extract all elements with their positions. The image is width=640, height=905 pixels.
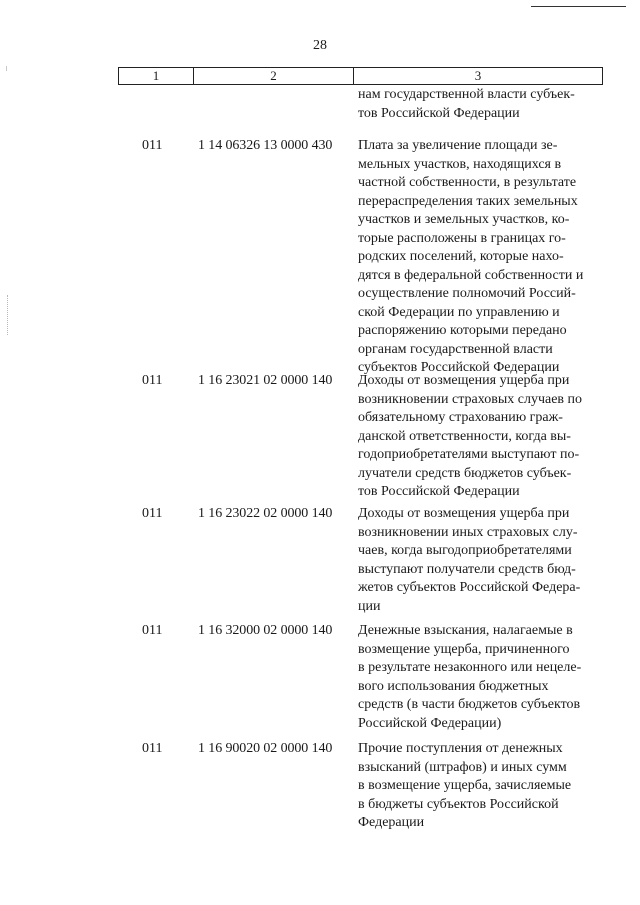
header-col-3: 3 [474, 68, 482, 83]
continuation-row [118, 86, 603, 123]
table-row [118, 505, 603, 616]
table-row [118, 137, 603, 378]
kbk-code: 1 16 90020 02 0000 140 [198, 741, 333, 756]
admin-code: 011 [142, 506, 163, 521]
header-col-1: 1 [119, 68, 194, 84]
header-col-2: 2 [194, 68, 354, 84]
top-rule [531, 6, 626, 7]
kbk-code: 1 14 06326 13 0000 430 [198, 138, 333, 153]
table-row [118, 372, 603, 502]
table-row [118, 740, 603, 833]
income-description: Плата за увеличение площади зе- мельных участков, находящихся в частной собственности, в результате перераспределения таких земельных участков и земельных участков, ко- торые расположены в границах го- родских поселений, которые нахо- дятся в федеральной собственности и осуществление полномочий Россий- ской Федерации по управлению и распоряжению которыми передано органам государственной власти субъектов Российской Федерации [358, 138, 584, 375]
kbk-code: 1 16 23022 02 0000 140 [198, 506, 333, 521]
kbk-code: 1 16 32000 02 0000 140 [198, 623, 333, 638]
kbk-code: 1 16 23021 02 0000 140 [198, 373, 333, 388]
admin-code: 011 [142, 623, 163, 638]
admin-code: 011 [142, 741, 163, 756]
admin-code: 011 [142, 138, 163, 153]
table-header [118, 67, 603, 85]
admin-code: 011 [142, 373, 163, 388]
table-row [118, 622, 603, 733]
continuation-text: нам государственной власти субъек- тов Российской Федерации [358, 87, 575, 121]
income-description: Доходы от возмещения ущерба при возникновении иных страховых слу- чаев, когда выгодоприобретателями выступают получатели средств бюд- жетов субъектов Российской Федера- ции [358, 506, 581, 614]
scan-speck [6, 66, 7, 71]
income-description: Денежные взыскания, налагаемые в возмещение ущерба, причиненного в результате незаконного или нецеле- вого использования бюджетных средств (в части бюджетов субъектов Российской Федерации) [358, 623, 582, 731]
scan-specks [7, 295, 9, 335]
income-description: Прочие поступления от денежных взысканий (штрафов) и иных сумм в возмещение ущерба, зачисляемые в бюджеты субъектов Российской Федерации [358, 741, 572, 830]
income-description: Доходы от возмещения ущерба при возникновении страховых случаев по обязательному страхованию граж- данской ответственности, когда вы- годоприобретателями выступают по- лучатели средств бюджетов субъек- тов Российской Федерации [358, 373, 583, 499]
page-number: 28 [313, 38, 327, 53]
